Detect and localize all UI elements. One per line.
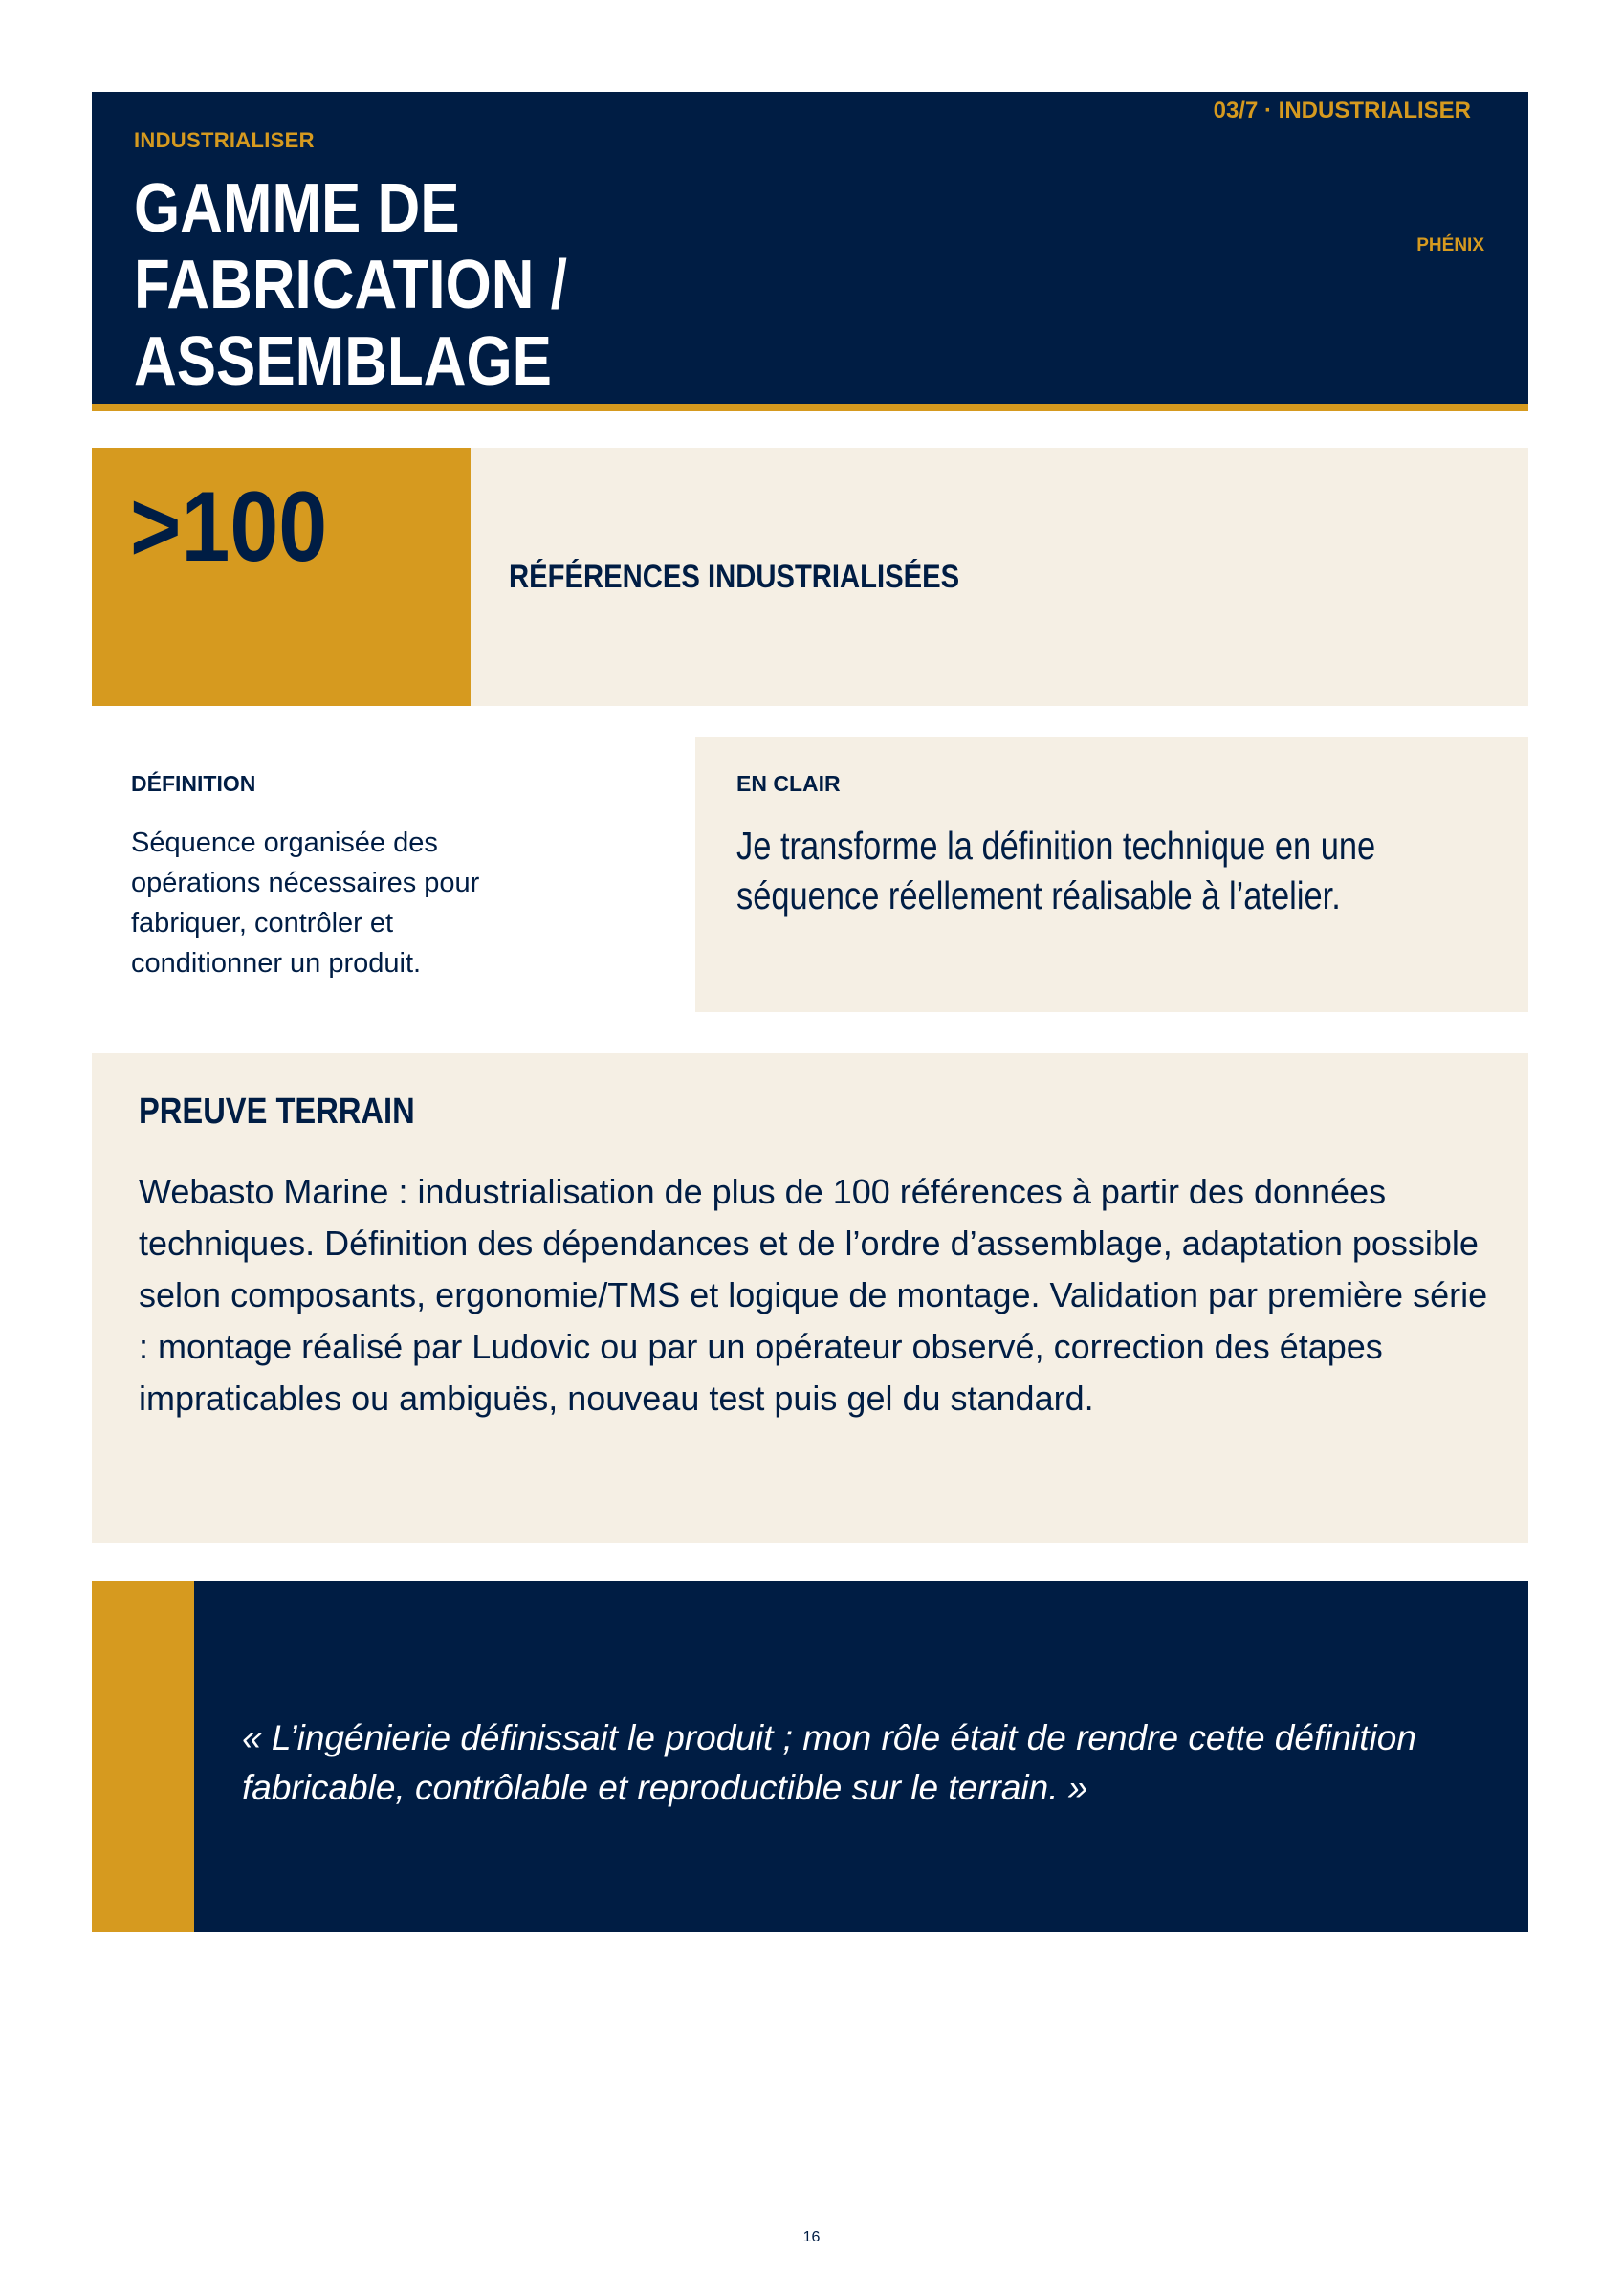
quote-text: « L’ingénierie définissait le produit ; mon rôle était de rendre cette définition fabricable, contrôlable et reproductible sur le terrain. » [242,1718,1416,1807]
brand-label: PHÉNIX [1416,235,1484,255]
en-clair-text: Je transforme la définition technique en une séquence réellement réalisable à l’atelier. [736,824,1376,917]
proof-heading: PREUVE TERRAIN [139,1092,415,1132]
stat-label: RÉFÉRENCES INDUSTRIALISÉES [509,559,960,595]
stat-value: >100 [130,472,328,583]
definition-text: Séquence organisée des opérations nécessaires pour fabriquer, contrôler et conditionner un produit. [131,828,480,979]
header-kicker: INDUSTRIALISER [134,128,315,152]
definition-heading: DÉFINITION [131,771,256,796]
en-clair-panel [695,737,1528,1012]
page-number: 16 [802,2229,821,2245]
stat-accent-block [92,448,471,706]
key-stat-panel [92,448,1528,706]
en-clair-heading: EN CLAIR [736,771,841,796]
proof-panel [92,1053,1528,1543]
proof-text: Webasto Marine : industrialisation de plus de 100 références à partir des données techniques. Définition des dépendances et de l’ordre d’assemblage, adaptation possible selon composants, ergonomie/TMS et logique de montage. Validation par première série : montage réalisé par Ludovic ou par un opérateur observé, correction des étapes impraticables ou ambiguës, nouveau test puis gel du standard. [139,1172,1488,1418]
page-header [92,92,1528,411]
quote-accent-bar [92,1581,194,1932]
section-tag: 03/7 · INDUSTRIALISER [1213,98,1471,123]
quote-panel [92,1581,1528,1932]
page-title: GAMME DE FABRICATION / ASSEMBLAGE [134,170,567,400]
definition-panel [92,737,666,1012]
